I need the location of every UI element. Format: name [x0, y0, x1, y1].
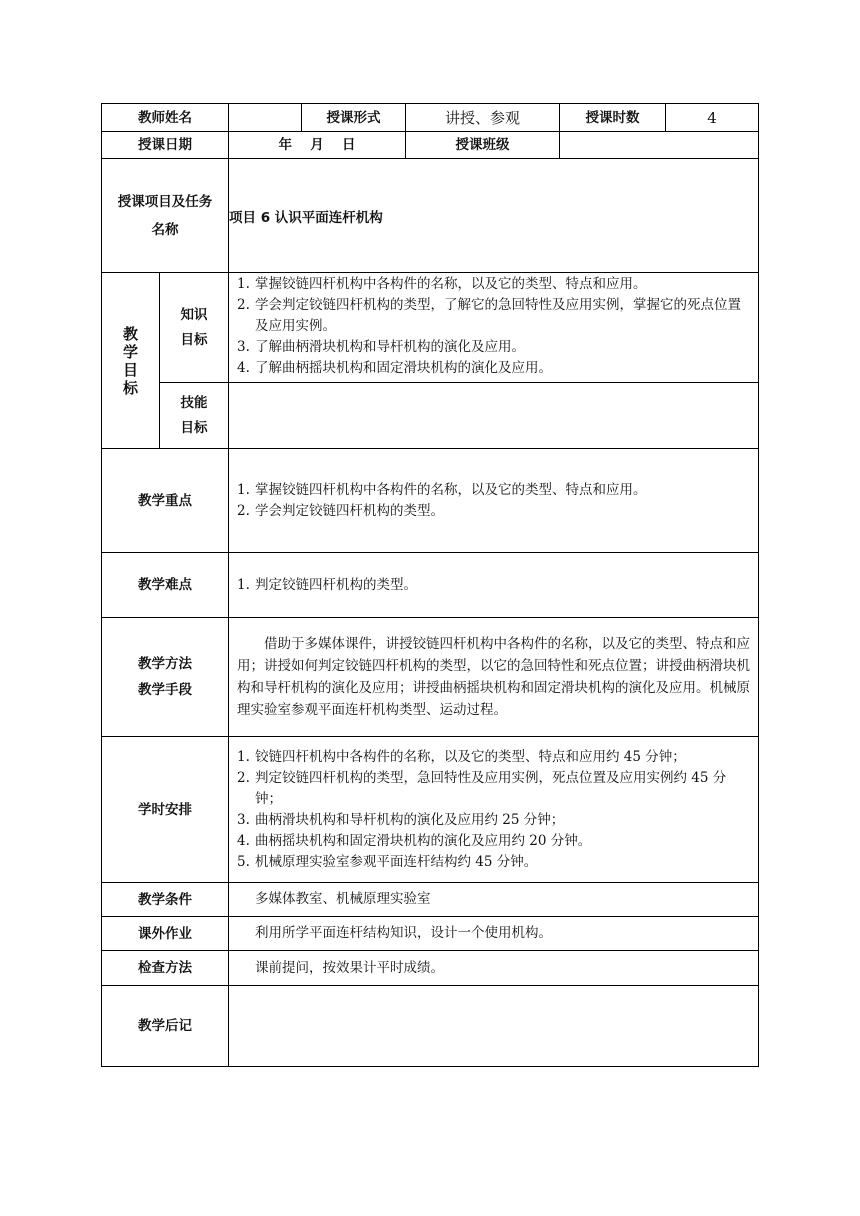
methods-label-1: 教学方法 [138, 656, 192, 672]
class-label: 授课班级 [406, 132, 560, 159]
list-item-text: 学会判定铰链四杆机构的类型。 [255, 502, 444, 519]
hours-label: 授课时数 [560, 104, 666, 132]
postscript-value [229, 986, 759, 1067]
conditions-text: 多媒体教室、机械原理实验室 [229, 883, 759, 917]
list-item-text: 了解曲柄摇块机构和固定滑块机构的演化及应用。 [255, 360, 552, 376]
list-item-text: 判定铰链四杆机构的类型。 [255, 576, 417, 593]
key-points-cell [229, 449, 759, 553]
list-item [237, 480, 750, 501]
objectives-label: 教学目标 [122, 324, 138, 397]
list-item [237, 358, 750, 379]
skill-row [102, 383, 759, 449]
methods-cell [229, 618, 759, 737]
homework-row [102, 917, 759, 951]
skill-value [229, 383, 759, 449]
list-item-text: 曲柄滑块机构和导杆机构的演化及应用约 25 分钟； [255, 811, 565, 828]
knowledge-label: 知识目标 [160, 273, 229, 383]
check-label: 检查方法 [102, 951, 229, 986]
check-text: 课前提问，按效果计平时成绩。 [229, 951, 759, 986]
schedule-label: 学时安排 [102, 737, 229, 883]
list-item-number: 3. [237, 811, 250, 828]
list-item-number: 1. [237, 576, 250, 593]
methods-text: 借助于多媒体课件，讲授铰链四杆机构中各构件的名称，以及它的类型、特点和应用；讲授如何判定铰链四杆机构的类型，以它的急回特性和死点位置；讲授曲柄滑块机构和导杆机构的演化及应用；讲授曲柄摇块机构和固定滑块机构的演化及应用。机械原理实验室参观平面连杆机构类型、运动过程。 [237, 636, 750, 718]
skill-label: 技能目标 [160, 383, 229, 449]
header-row-1 [102, 104, 759, 132]
list-item [237, 768, 750, 810]
list-item-number: 4. [237, 832, 250, 849]
knowledge-list [229, 274, 758, 379]
list-item-number: 1. [237, 481, 250, 498]
list-item-number: 2. [237, 297, 250, 313]
homework-text: 利用所学平面连杆结构知识，设计一个使用机构。 [229, 917, 759, 951]
schedule-list [229, 747, 758, 873]
postscript-row [102, 986, 759, 1067]
list-item-number: 5. [237, 853, 250, 870]
key-points-list [229, 480, 758, 522]
conditions-row [102, 883, 759, 917]
key-points-row [102, 449, 759, 553]
list-item-number: 1. [237, 748, 250, 765]
methods-row [102, 618, 759, 737]
project-row [102, 159, 759, 273]
list-item [237, 575, 750, 596]
format-label: 授课形式 [302, 104, 406, 132]
list-item [237, 274, 750, 295]
list-item [237, 831, 750, 852]
list-item-number: 3. [237, 339, 250, 355]
class-value [560, 132, 759, 159]
teacher-name-value [229, 104, 302, 132]
list-item [237, 852, 750, 873]
teacher-name-label: 教师姓名 [102, 104, 229, 132]
objectives-label-cell [102, 273, 160, 449]
project-title: 项目 6 认识平面连杆机构 [229, 159, 759, 273]
date-label: 授课日期 [102, 132, 229, 159]
list-item-text: 了解曲柄滑块机构和导杆机构的演化及应用。 [255, 339, 525, 355]
list-item-text: 铰链四杆机构中各构件的名称，以及它的类型、特点和应用约 45 分钟； [255, 748, 686, 765]
difficulties-label: 教学难点 [102, 553, 229, 618]
list-item-number: 2. [237, 769, 250, 786]
homework-label: 课外作业 [102, 917, 229, 951]
list-item [237, 747, 750, 768]
list-item-text: 掌握铰链四杆机构中各构件的名称，以及它的类型、特点和应用。 [255, 481, 647, 498]
difficulties-cell [229, 553, 759, 618]
conditions-label: 教学条件 [102, 883, 229, 917]
format-value: 讲授、参观 [406, 104, 560, 132]
difficulties-list [229, 575, 758, 596]
list-item-number: 2. [237, 502, 250, 519]
knowledge-cell [229, 273, 759, 383]
schedule-cell [229, 737, 759, 883]
methods-label-cell [102, 618, 229, 737]
list-item-text: 学会判定铰链四杆机构的类型，了解它的急回特性及应用实例，掌握它的死点位置及应用实例。 [255, 297, 741, 334]
date-value: 年 月 日 [229, 132, 406, 159]
methods-label-2: 教学手段 [138, 682, 192, 698]
list-item-number: 1. [237, 276, 250, 292]
lesson-plan-table [101, 103, 759, 1067]
knowledge-row [102, 273, 759, 383]
check-row [102, 951, 759, 986]
difficulties-row [102, 553, 759, 618]
list-item-text: 曲柄摇块机构和固定滑块机构的演化及应用约 20 分钟。 [255, 832, 592, 849]
list-item [237, 810, 750, 831]
list-item-text: 判定铰链四杆机构的类型，急回特性及应用实例，死点位置及应用实例约 45 分钟； [255, 769, 727, 807]
list-item-text: 机械原理实验室参观平面连杆结构约 45 分钟。 [255, 853, 538, 870]
postscript-label: 教学后记 [102, 986, 229, 1067]
schedule-row [102, 737, 759, 883]
list-item-number: 4. [237, 360, 250, 376]
list-item [237, 501, 750, 522]
list-item [237, 295, 750, 337]
project-label: 授课项目及任务名称 [102, 159, 229, 273]
key-points-label: 教学重点 [102, 449, 229, 553]
list-item [237, 337, 750, 358]
list-item-text: 掌握铰链四杆机构中各构件的名称，以及它的类型、特点和应用。 [255, 276, 647, 292]
hours-value: 4 [666, 104, 759, 132]
header-row-2 [102, 132, 759, 159]
